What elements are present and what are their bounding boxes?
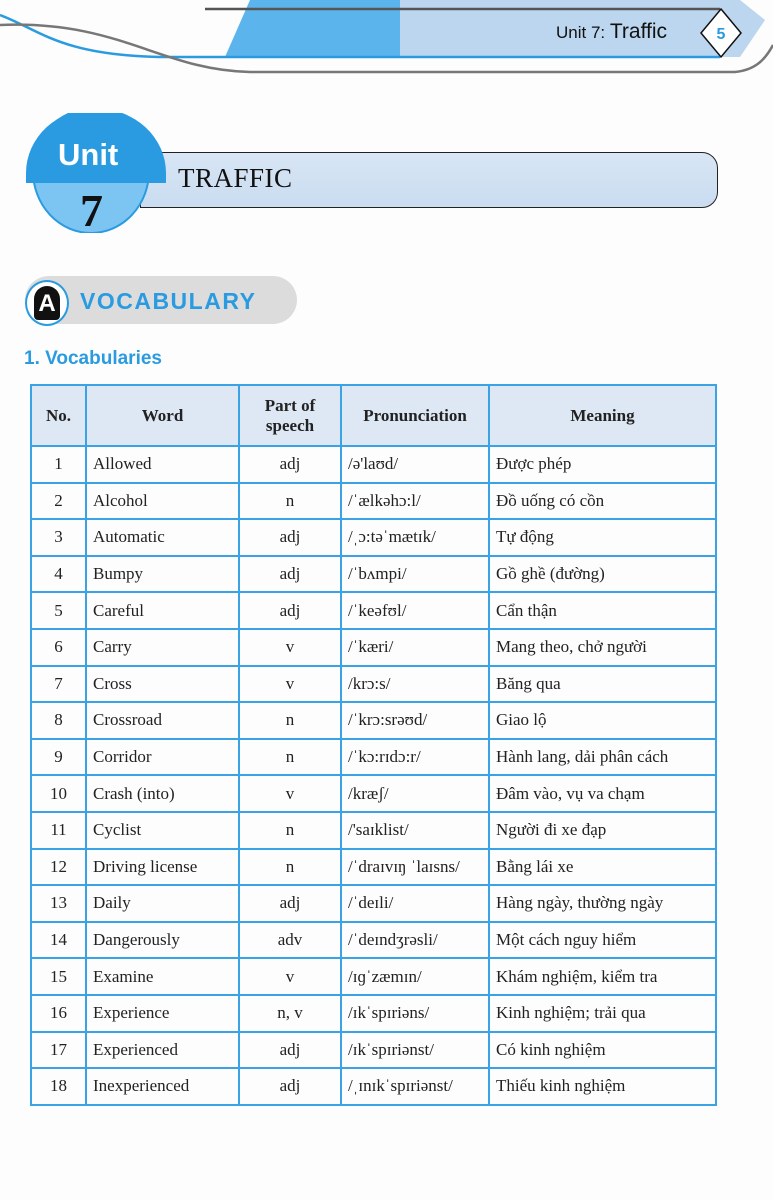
cell-no: 4 [31, 556, 86, 593]
cell-pronunciation: /ˈdeɪli/ [341, 885, 489, 922]
table-header-row [31, 385, 716, 446]
cell-pronunciation: /kræʃ/ [341, 775, 489, 812]
cell-pronunciation: /ˈdeɪndʒrəsli/ [341, 922, 489, 959]
column-header: Meaning [489, 385, 716, 446]
table-row [31, 849, 716, 886]
cell-meaning: Hàng ngày, thường ngày [489, 885, 716, 922]
cell-no: 13 [31, 885, 86, 922]
cell-word: Cross [86, 666, 239, 703]
cell-meaning: Mang theo, chở người [489, 629, 716, 666]
cell-word: Inexperienced [86, 1068, 239, 1105]
cell-pos: n, v [239, 995, 341, 1032]
cell-pos: adj [239, 885, 341, 922]
cell-pronunciation: /ɪkˈspɪriəns/ [341, 995, 489, 1032]
cell-pronunciation: /'saɪklist/ [341, 812, 489, 849]
cell-word: Experienced [86, 1032, 239, 1069]
cell-no: 9 [31, 739, 86, 776]
column-header: Part of speech [239, 385, 341, 446]
cell-word: Driving license [86, 849, 239, 886]
cell-word: Daily [86, 885, 239, 922]
cell-meaning: Kinh nghiệm; trải qua [489, 995, 716, 1032]
cell-no: 8 [31, 702, 86, 739]
unit-number: 7 [80, 185, 103, 236]
cell-meaning: Giao lộ [489, 702, 716, 739]
section-letter: A [34, 286, 60, 320]
table-row [31, 483, 716, 520]
table-row [31, 775, 716, 812]
cell-no: 15 [31, 958, 86, 995]
table-row [31, 592, 716, 629]
cell-pronunciation: /krɔ:s/ [341, 666, 489, 703]
cell-pos: v [239, 775, 341, 812]
cell-pronunciation: /ˈkɔ:rɪdɔ:r/ [341, 739, 489, 776]
cell-no: 16 [31, 995, 86, 1032]
cell-no: 12 [31, 849, 86, 886]
cell-no: 1 [31, 446, 86, 483]
cell-meaning: Cẩn thận [489, 592, 716, 629]
cell-no: 11 [31, 812, 86, 849]
cell-meaning: Băng qua [489, 666, 716, 703]
cell-word: Allowed [86, 446, 239, 483]
cell-pronunciation: /ˈkeəfʊl/ [341, 592, 489, 629]
cell-pos: n [239, 739, 341, 776]
cell-meaning: Tự động [489, 519, 716, 556]
cell-pos: adj [239, 1068, 341, 1105]
table-row [31, 885, 716, 922]
cell-pos: n [239, 702, 341, 739]
cell-no: 5 [31, 592, 86, 629]
cell-pos: n [239, 812, 341, 849]
cell-pronunciation: /ˌɔ:təˈmætɪk/ [341, 519, 489, 556]
table-row [31, 702, 716, 739]
cell-pos: n [239, 849, 341, 886]
subsection-title: 1. Vocabularies [24, 348, 162, 369]
cell-no: 6 [31, 629, 86, 666]
cell-meaning: Một cách nguy hiểm [489, 922, 716, 959]
cell-meaning: Khám nghiệm, kiểm tra [489, 958, 716, 995]
table-row [31, 995, 716, 1032]
cell-pronunciation: /ˌɪnɪkˈspɪriənst/ [341, 1068, 489, 1105]
unit-word: Unit [58, 137, 119, 172]
table-row [31, 556, 716, 593]
cell-meaning: Người đi xe đạp [489, 812, 716, 849]
cell-word: Crossroad [86, 702, 239, 739]
cell-pos: adj [239, 519, 341, 556]
cell-word: Dangerously [86, 922, 239, 959]
cell-pronunciation: /ɪɡˈzæmɪn/ [341, 958, 489, 995]
page-number: 5 [716, 26, 726, 43]
cell-meaning: Đâm vào, vụ va chạm [489, 775, 716, 812]
cell-no: 17 [31, 1032, 86, 1069]
column-header: Word [86, 385, 239, 446]
cell-pos: v [239, 958, 341, 995]
cell-word: Corridor [86, 739, 239, 776]
vocabulary-table [30, 384, 717, 1106]
cell-word: Examine [86, 958, 239, 995]
cell-no: 18 [31, 1068, 86, 1105]
table-row [31, 1068, 716, 1105]
cell-word: Careful [86, 592, 239, 629]
cell-word: Alcohol [86, 483, 239, 520]
section-letter-badge [25, 280, 69, 326]
cell-pronunciation: /ˈdraɪvɪŋ ˈlaɪsns/ [341, 849, 489, 886]
table-row [31, 922, 716, 959]
cell-pos: adj [239, 1032, 341, 1069]
cell-pronunciation: /ˈælkəhɔ:l/ [341, 483, 489, 520]
cell-no: 7 [31, 666, 86, 703]
cell-pos: adj [239, 446, 341, 483]
section-title: VOCABULARY [80, 288, 257, 314]
cell-pos: v [239, 629, 341, 666]
cell-no: 2 [31, 483, 86, 520]
table-row [31, 519, 716, 556]
cell-meaning: Được phép [489, 446, 716, 483]
table-row [31, 812, 716, 849]
unit-title: TRAFFIC [178, 163, 293, 193]
cell-pronunciation: /ˈkæri/ [341, 629, 489, 666]
cell-word: Carry [86, 629, 239, 666]
table-row [31, 666, 716, 703]
cell-pos: adj [239, 556, 341, 593]
running-header-unit: Unit 7: [556, 23, 606, 42]
cell-word: Bumpy [86, 556, 239, 593]
cell-no: 10 [31, 775, 86, 812]
cell-no: 3 [31, 519, 86, 556]
table-row [31, 629, 716, 666]
cell-meaning: Có kinh nghiệm [489, 1032, 716, 1069]
cell-pronunciation: /ˈbʌmpi/ [341, 556, 489, 593]
cell-word: Automatic [86, 519, 239, 556]
cell-pos: adj [239, 592, 341, 629]
cell-pos: v [239, 666, 341, 703]
cell-meaning: Bằng lái xe [489, 849, 716, 886]
cell-no: 14 [31, 922, 86, 959]
column-header: Pronunciation [341, 385, 489, 446]
cell-word: Crash (into) [86, 775, 239, 812]
cell-word: Experience [86, 995, 239, 1032]
cell-meaning: Hành lang, dải phân cách [489, 739, 716, 776]
running-header-title: Traffic [609, 20, 668, 43]
column-header: No. [31, 385, 86, 446]
cell-meaning: Gồ ghề (đường) [489, 556, 716, 593]
running-header [556, 20, 667, 44]
cell-pronunciation: /ɪkˈspɪriənst/ [341, 1032, 489, 1069]
cell-pos: n [239, 483, 341, 520]
table-row [31, 958, 716, 995]
cell-meaning: Thiếu kinh nghiệm [489, 1068, 716, 1105]
table-row [31, 739, 716, 776]
cell-pronunciation: /ˈkrɔ:srəʊd/ [341, 702, 489, 739]
table-row [31, 446, 716, 483]
cell-pronunciation: /ə'laʊd/ [341, 446, 489, 483]
table-row [31, 1032, 716, 1069]
cell-word: Cyclist [86, 812, 239, 849]
cell-meaning: Đồ uống có cồn [489, 483, 716, 520]
cell-pos: adv [239, 922, 341, 959]
